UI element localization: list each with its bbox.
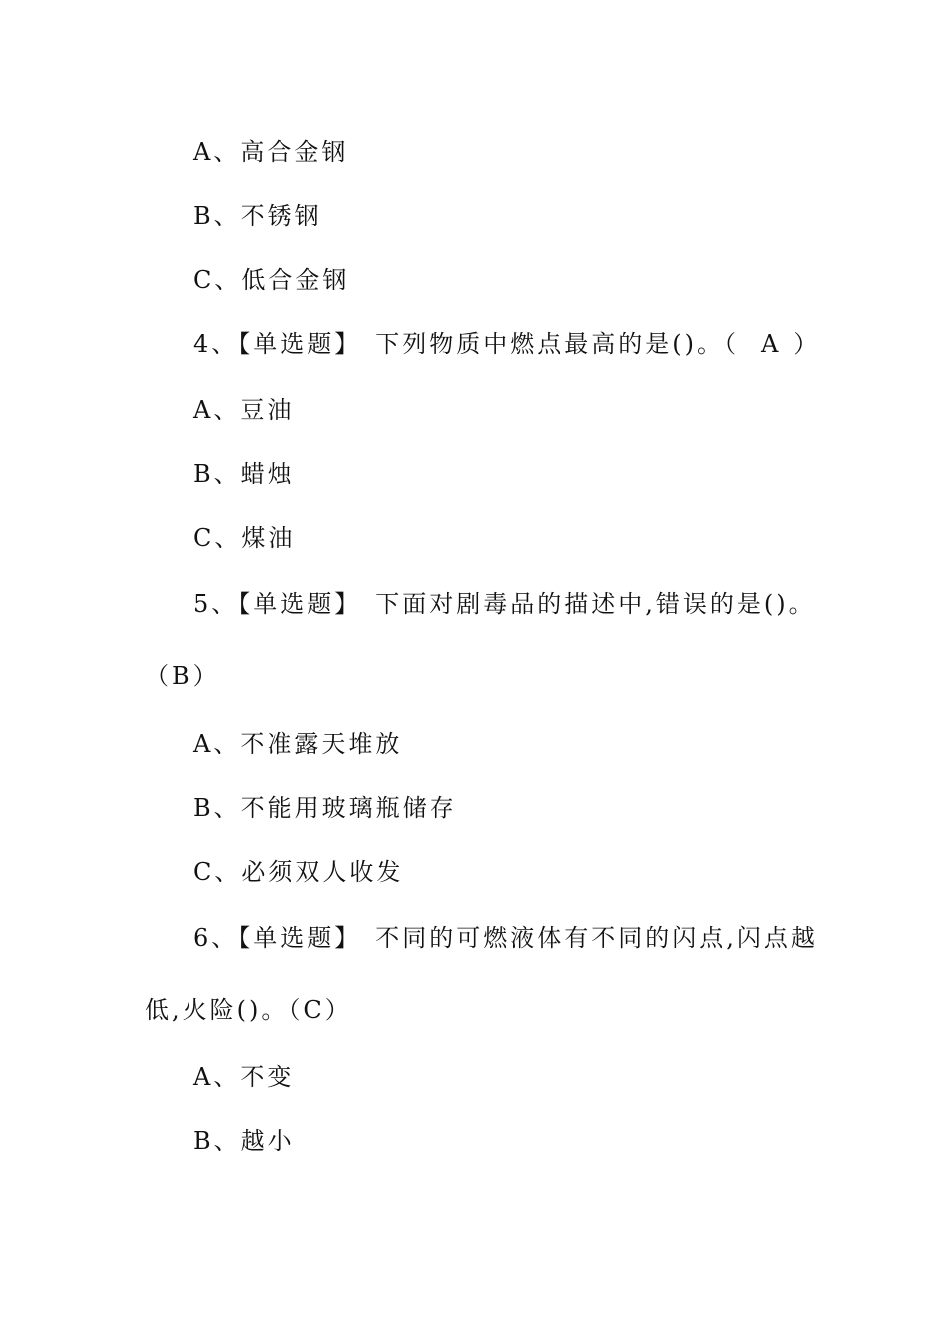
answer-letter: A (761, 330, 782, 358)
answer-letter: B (172, 662, 193, 690)
question-type-tag: 【单选题】 (238, 590, 362, 618)
question-6 (193, 923, 818, 953)
question-number: 5、 (193, 590, 239, 618)
option-q4-a: A、豆油 (193, 396, 295, 424)
option-q4-b: B、蜡烛 (193, 460, 295, 488)
answer-open-paren: （ (724, 330, 740, 358)
option-q6-a: A、不变 (193, 1063, 295, 1091)
option-q6-b: B、越小 (193, 1127, 295, 1155)
answer-close-paren: ） (324, 996, 352, 1024)
answer-close-paren: ） (793, 330, 821, 358)
answer-open-paren: （ (145, 662, 172, 690)
answer-letter: C (303, 996, 325, 1024)
option-q3-c: C、低合金钢 (193, 266, 350, 294)
option-q3-b: B、不锈钢 (193, 202, 322, 230)
option-q5-b: B、不能用玻璃瓶储存 (193, 794, 457, 822)
question-number: 4、 (193, 330, 239, 358)
option-q4-c: C、煤油 (193, 524, 296, 552)
question-stem-line2: 低,火险()。 (145, 996, 289, 1024)
answer-open-paren: （ (288, 996, 304, 1024)
question-number: 6、 (193, 924, 239, 952)
question-6-line2 (145, 995, 352, 1025)
question-5-answer (145, 661, 220, 691)
option-q3-a: A、高合金钢 (193, 138, 349, 166)
question-4 (193, 329, 820, 359)
question-stem: 下面对剧毒品的描述中,错误的是()。 (375, 590, 816, 618)
option-q5-c: C、必须双人收发 (193, 858, 404, 886)
question-5 (193, 589, 816, 619)
question-type-tag: 【单选题】 (238, 924, 362, 952)
question-stem: 下列物质中燃点最高的是()。 (375, 330, 725, 358)
question-stem-line1: 不同的可燃液体有不同的闪点,闪点越 (375, 924, 818, 952)
answer-close-paren: ） (192, 662, 220, 690)
option-q5-a: A、不准露天堆放 (193, 730, 403, 758)
question-type-tag: 【单选题】 (238, 330, 362, 358)
